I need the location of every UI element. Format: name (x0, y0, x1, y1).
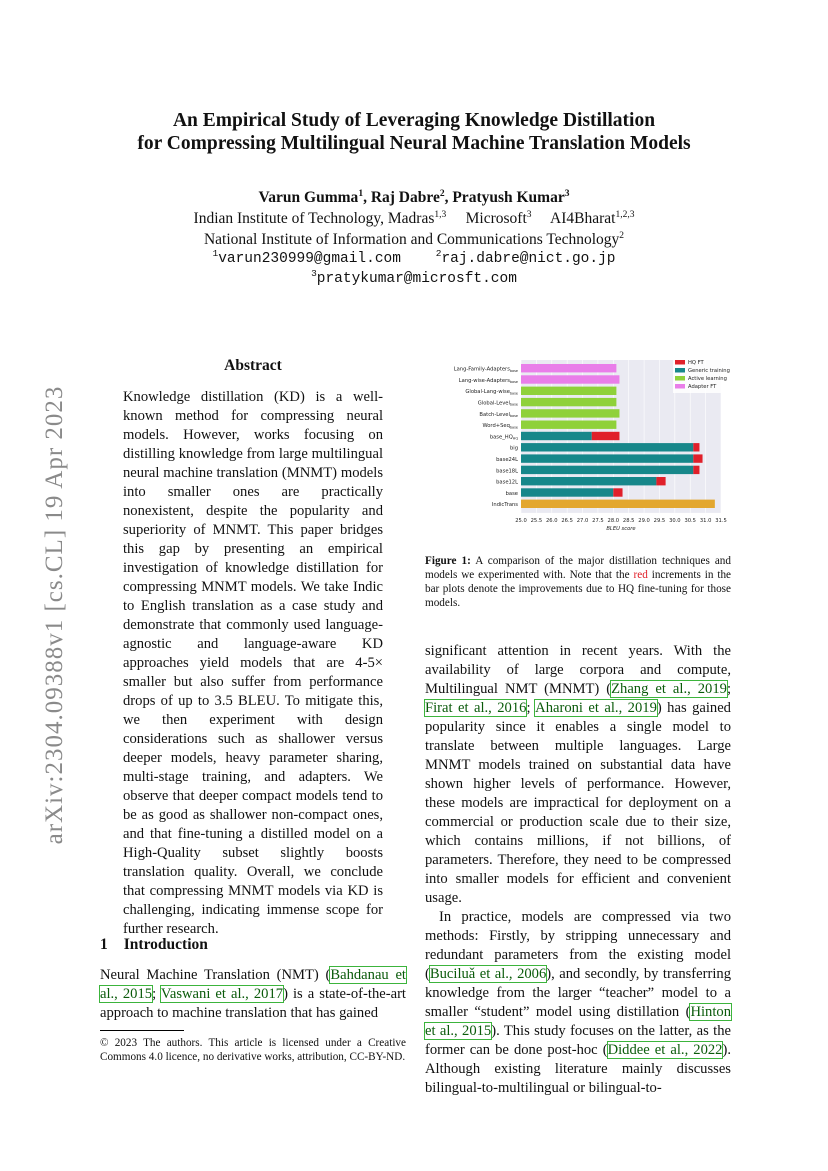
x-tick-label: 30.5 (684, 517, 697, 524)
affiliation-nict: National Institute of Information and Communications Technology (203, 231, 620, 248)
affiliation-sup: 1,3 (434, 209, 447, 220)
email-line-2 (0, 268, 828, 287)
bar-hq-increment-big (693, 443, 699, 451)
bar-base18L (521, 466, 693, 474)
bar-Global-Lang-wise (521, 387, 616, 395)
figure-caption (425, 554, 731, 610)
category-label-subscript: base (509, 380, 518, 385)
category-label-subscript: base (509, 391, 518, 396)
bar-Batch-Level (521, 409, 619, 417)
license-footnote: © 2023 The authors. This article is licensed under a Creative Commons 4.0 licence, no derivative works, attribution, CC-BY-ND. (100, 1037, 406, 1063)
author-name: Raj Dabre (370, 189, 440, 206)
x-tick-label: 29.0 (638, 517, 650, 524)
caption-text: A comparison of the major distillation techniques and models we experimented with. Note that the (425, 555, 731, 581)
citation-link[interactable]: Firat et al., 2016 (425, 700, 527, 716)
body-text: ). Although existing literature mainly discusses bilingual-to-multilingual or bilingual-to- (425, 1042, 731, 1096)
bar-Lang-wise-Adapters (521, 375, 619, 383)
author-sup: 1 (358, 188, 364, 199)
x-tick-label: 26.5 (561, 517, 573, 524)
category-label-subscript: HQ (512, 436, 518, 441)
right-column-text (425, 642, 731, 1098)
body-text: ; (526, 700, 536, 716)
legend-swatch (675, 360, 685, 365)
bar-hq-increment-base18L (693, 466, 699, 474)
body-text: ; (152, 986, 161, 1002)
category-label-subscript: base (509, 414, 518, 418)
category-label: Global-Level$_{base}$ (477, 400, 518, 407)
x-tick-label: 28.5 (622, 517, 635, 524)
caption-text: increments in the bar plots denote the improvements due to HQ fine-tuning for those models. (425, 569, 732, 609)
arxiv-stamp: arXiv:2304.09388v1 [cs.CL] 19 Apr 2023 (41, 385, 68, 845)
legend-swatch (675, 368, 685, 373)
figure-1-bar-chart (425, 352, 731, 542)
affiliation-sup: 1,2,3 (615, 209, 635, 220)
category-label: IndicTrans (491, 502, 518, 509)
bar-base_HQ (521, 432, 592, 440)
legend-swatch (675, 376, 685, 381)
bar-IndicTrans (521, 500, 715, 508)
email-address: varun230999@gmail.com (218, 251, 401, 267)
category-label-subscript: base (509, 425, 518, 430)
legend-label: Adapter FT (688, 384, 717, 391)
citation-link[interactable]: Aharoni et al., 2019 (535, 700, 657, 716)
bar-hq-increment-base_HQ (592, 432, 620, 440)
body-text: ) is a state-of-the-art approach to machine translation that has gained (100, 986, 406, 1021)
x-tick-label: 31.5 (715, 517, 727, 524)
category-label: $base\_HQ_{HQ}$ (489, 434, 518, 441)
section-title: Introduction (123, 936, 208, 953)
author-name: Pratyush Kumar (452, 189, 565, 206)
bar-hq-increment-base12L (656, 477, 665, 485)
bar-big (521, 443, 693, 451)
email-line-1 (0, 248, 828, 267)
bar-base (521, 488, 613, 496)
email-sup: 1 (212, 248, 219, 260)
category-label: Word+Seq$_{base}$ (482, 423, 518, 430)
body-text: ; (726, 681, 731, 697)
section-heading-introduction (100, 936, 208, 954)
paragraph (425, 642, 731, 908)
x-tick-label: 31.0 (699, 517, 712, 524)
bar-Global-Level (521, 398, 616, 406)
citation-link[interactable]: Diddee et al., 2022 (607, 1042, 723, 1058)
x-tick-label: 27.5 (592, 517, 604, 524)
bar-base12L (521, 477, 656, 485)
citation-link[interactable]: Bahdanau et al., 2015 (100, 967, 406, 1002)
body-text: ), and secondly, by transferring knowledge from the larger “teacher” model to a smaller “student” model using distillation ( (425, 966, 732, 1020)
author-name: Varun Gumma (258, 189, 359, 206)
section-number: 1 (100, 936, 108, 953)
category-label: base24L (496, 457, 518, 463)
bar-hq-increment-base24L (693, 454, 702, 462)
category-label: base18L (496, 468, 518, 475)
affiliation-microsoft: Microsoft (465, 210, 527, 227)
category-label-subscript: base (509, 402, 518, 407)
legend-label: Generic training (688, 368, 730, 375)
affiliation-ai4bharat: AI4Bharat (550, 210, 616, 227)
paper-title (0, 109, 828, 155)
legend-swatch (675, 384, 685, 389)
affiliation-sup: 3 (526, 209, 532, 220)
category-label-subscript: base (509, 368, 518, 373)
email-address: raj.dabre@nict.go.jp (441, 251, 616, 267)
category-label: base12L (496, 479, 518, 486)
author-sup: 3 (564, 188, 570, 199)
citation-link[interactable]: Buciluǎ et al., 2006 (429, 966, 547, 982)
x-tick-label: 25.0 (515, 517, 527, 524)
title-line-2: for Compressing Multilingual Neural Machine Translation Models (137, 133, 691, 154)
body-text: ). This study focuses on the latter, as the former can be done post-hoc ( (425, 1023, 731, 1058)
intro-paragraph (100, 966, 406, 1023)
x-axis-label: BLEU score (606, 525, 636, 532)
affiliation-sup: 2 (619, 230, 625, 241)
author-list: Varun Gumma$^1$, Raj Dabre$^2$, Pratyush Kumar$^3$ (258, 188, 570, 206)
x-tick-label: 30.0 (669, 517, 681, 524)
body-text: Neural Machine Translation (NMT) ( (100, 967, 331, 983)
title-line-1: An Empirical Study of Leveraging Knowledge Distillation (172, 110, 656, 131)
x-tick-label: 29.5 (653, 517, 666, 524)
caption-label: Figure 1: (425, 555, 471, 567)
abstract-heading: Abstract (224, 357, 282, 374)
category-label: Lang-Family-Adapters$_{base}$ (453, 366, 518, 373)
paragraph (425, 908, 731, 1098)
email-sup: 3 (311, 268, 317, 280)
abstract-text: Knowledge distillation (KD) is a well-known method for compressing neural models. However, works focusing on distilling knowledge from large multilingual neural machine translation (MNMT) models into smaller ones are practically nonexistent, despite the popularity and superiority of MNMT. This paper bridges this gap by presenting an empirical investigation of knowledge distillation for compressing MNMT models. We take Indic to English translation as a case study and demonstrate that commonly used language-agnostic and language-aware KD approaches yield models that are 4-5× smaller but also suffer from performance drops of up to 3.5 BLEU. To mitigate this, we then experiment with design considerations such as shallower versus deeper models, heavy parameter sharing, multi-stage training, and adapters. We observe that deeper compact models tend to be as good as shallower non-compact ones, and that fine-tuning a distilled model on a High-Quality subset slightly boosts translation quality. Overall, we conclude that compressing MNMT models via KD is challenging, indicating immense scope for further research. (123, 389, 383, 937)
category-label: base (505, 490, 518, 497)
author-sup: 2 (439, 188, 445, 199)
citation-link[interactable]: Vaswani et al., 2017 (160, 986, 284, 1002)
affiliation-line-2 (0, 231, 828, 249)
email-address: pratykumar@microsft.com (316, 271, 517, 287)
citation-link[interactable]: Hinton et al., 2015 (425, 1004, 731, 1039)
email-sup: 2 (435, 248, 442, 260)
category-label: big (509, 445, 518, 452)
bar-Lang-Family-Adapters (521, 364, 616, 372)
body-text: significant attention in recent years. With the availability of large corpora and compute, Multilingual NMT (MNMT) ( (425, 643, 731, 697)
x-tick-label: 28.0 (607, 517, 620, 524)
category-label: Batch-Level$_{base}$ (479, 411, 518, 418)
affiliation-line-1 (0, 210, 828, 228)
bar-hq-increment-base (613, 488, 622, 496)
citation-link[interactable]: Zhang et al., 2019 (611, 681, 727, 697)
legend-label: Active learning (688, 376, 727, 383)
category-label: Lang-wise-Adapters$_{base}$ (458, 377, 518, 385)
x-tick-label: 26.0 (545, 517, 558, 524)
caption-red-word: red (633, 569, 648, 581)
category-label: Global-Lang-wise$_{base}$ (465, 389, 518, 396)
x-tick-label: 25.5 (530, 517, 543, 524)
legend-label: HQ FT (688, 360, 704, 367)
body-text: ) has gained popularity since it enables a single model to translate between multiple languages. Large MNMT models trained on substantial data have shown higher levels of performance. However, these models are impractical for deployment on a commercial or production scale due to their size, which contains millions, if not billions, of parameters. Therefore, they need to be compressed into smaller models for efficient and convenient usage. (425, 700, 731, 906)
footnote-rule (100, 1030, 184, 1031)
bar-Word+Seq (521, 421, 616, 429)
affiliation-iit: Indian Institute of Technology, Madras (193, 210, 435, 227)
bar-base24L (521, 454, 693, 462)
body-text: In practice, models are compressed via two methods: Firstly, by stripping unnecessary and redundant parameters from the existing model ( (425, 909, 731, 982)
x-tick-label: 27.0 (576, 517, 589, 524)
